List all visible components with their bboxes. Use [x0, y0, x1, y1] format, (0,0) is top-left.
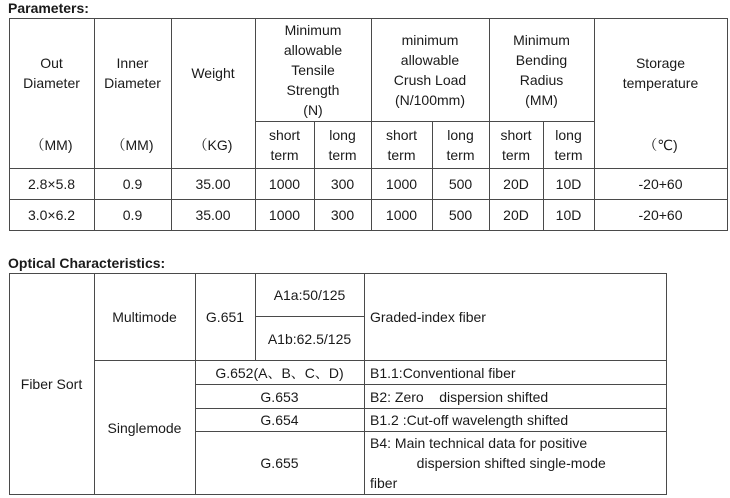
table-cell: 3.0×6.2: [27, 207, 76, 223]
header-weight: Weight: [191, 65, 235, 81]
unit-inner-diameter: （MM): [111, 137, 154, 153]
table-cell: -20+60: [638, 176, 683, 192]
table-cell: 500: [448, 207, 473, 223]
singlemode-description-g655: B4: Main technical data for positive dispersion shifted single-mode fiber: [370, 435, 606, 491]
singlemode-label: Singlemode: [107, 419, 182, 436]
table-cell: 10D: [555, 207, 582, 223]
multimode-standard: G.651: [205, 309, 245, 325]
subheader-crush-long: long term: [446, 127, 475, 163]
table-cell: 1000: [268, 176, 301, 192]
singlemode-description-g652: B1.1:Conventional fiber: [370, 364, 516, 381]
table-cell: -20+60: [638, 207, 683, 223]
subheader-tensile-short: short term: [268, 127, 301, 163]
subheader-bend-long: long term: [554, 127, 583, 163]
table-cell: 0.9: [122, 207, 143, 223]
table-cell: 35.00: [195, 207, 231, 223]
fiber-sort-label: Fiber Sort: [20, 376, 83, 392]
table-cell: 1000: [385, 176, 418, 192]
unit-storage: （℃): [643, 137, 678, 153]
multimode-label: Multimode: [112, 309, 177, 325]
singlemode-description-g654: B1.2 :Cut-off wavelength shifted: [370, 412, 569, 428]
multimode-type-a1b: A1b:62.5/125: [267, 330, 352, 347]
multimode-type-a1a: A1a:50/125: [273, 287, 346, 303]
unit-weight: （KG): [193, 137, 233, 153]
table-cell: 300: [330, 176, 355, 192]
table-cell: 1000: [385, 207, 418, 223]
singlemode-standard-g655: G.655: [260, 455, 299, 471]
multimode-description: Graded-index fiber: [370, 309, 486, 325]
table-cell: 20D: [503, 176, 529, 192]
table-cell: 10D: [555, 176, 582, 192]
subheader-crush-short: short term: [385, 127, 418, 163]
table-cell: 500: [448, 176, 473, 192]
singlemode-standard-g654: G.654: [260, 412, 299, 428]
unit-out-diameter: （MM): [30, 137, 73, 153]
singlemode-standard-g653: G.653: [260, 388, 299, 405]
table-cell: 35.00: [195, 176, 231, 192]
table-cell: 0.9: [122, 176, 143, 192]
table-cell: 2.8×5.8: [27, 176, 76, 192]
header-tensile-strength: Minimum allowable Tensile Strength (N): [283, 21, 343, 118]
parameters-title: Parameters:: [8, 0, 89, 16]
header-inner-diameter: Inner Diameter: [104, 55, 161, 91]
table-cell: 300: [330, 207, 355, 223]
subheader-bend-short: short term: [500, 127, 532, 163]
header-storage-temperature: Storage temperature: [622, 55, 699, 91]
optical-title: Optical Characteristics:: [8, 255, 166, 271]
header-out-diameter: Out Diameter: [23, 55, 80, 91]
table-cell: 1000: [268, 207, 301, 223]
singlemode-standard-g652: G.652(A、B、C、D): [215, 364, 344, 381]
table-cell: 20D: [503, 207, 529, 223]
header-bending-radius: Minimum Bending Radius (MM): [513, 31, 570, 108]
header-crush-load: minimum allowable Crush Load (N/100mm): [393, 31, 467, 108]
subheader-tensile-long: long term: [328, 127, 357, 163]
singlemode-description-g653: B2: Zero dispersion shifted: [370, 388, 549, 405]
